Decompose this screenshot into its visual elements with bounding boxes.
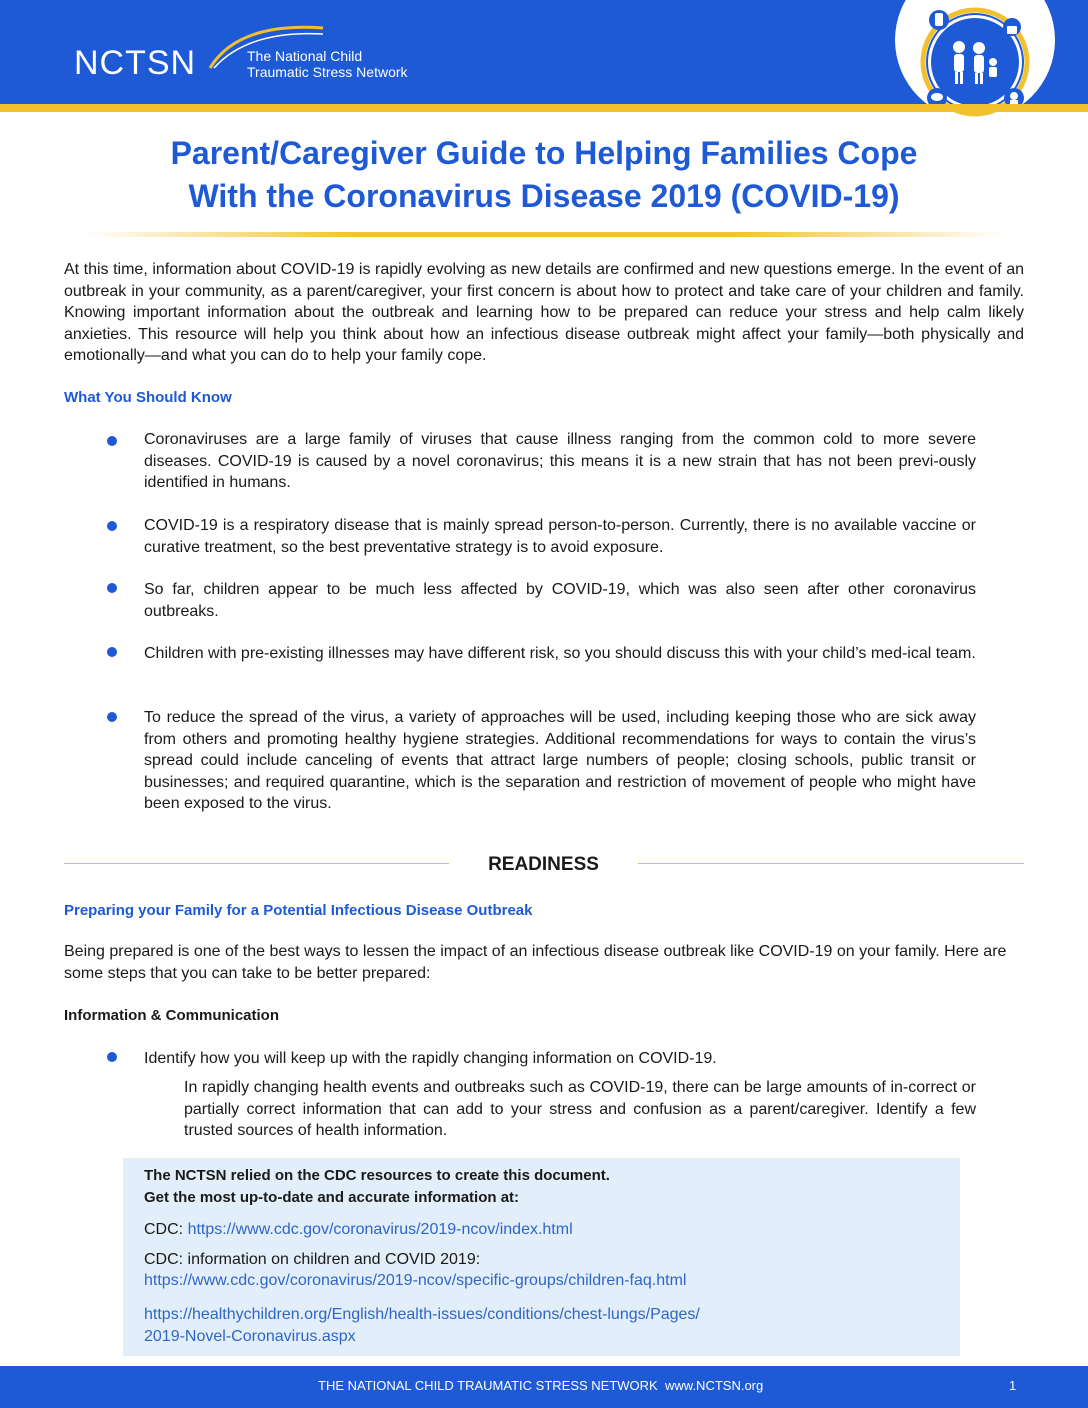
list-item: To reduce the spread of the virus, a variety of approaches will be used, including keeping those who are sick away from others and promoting healthy hygiene strategies. Additional recommendations for ways to contain the virus’s spread could include canceling of events that attract large numbers of people; closing schools, public transit or businesses; and required quarantine, which is the separation and restriction of movement of people who might have been exposed to the virus. [144, 709, 976, 812]
subheading-information-communication: Information & Communication [64, 1007, 279, 1024]
logo-subtitle-line1: The National Child [247, 48, 363, 64]
page-number: 1 [1009, 1378, 1017, 1393]
readiness-heading: READINESS [488, 854, 599, 875]
logo-subtitle-line2: Traumatic Stress Network [247, 64, 408, 80]
cdc-link[interactable]: https://www.cdc.gov/coronavirus/2019-ncov/index.html [187, 1221, 573, 1238]
infobox-line2: Get the most up-to-date and accurate information at: [144, 1189, 520, 1206]
list-item: COVID-19 is a respiratory disease that is mainly spread person-to-person. Currently, there is no available vaccine or curative treatment, so the best preventative strategy is to avoid exposure. [144, 517, 976, 556]
intro-paragraph: At this time, information about COVID-19 is rapidly evolving as new details are confirmed and new questions emerge. In the event of an outbreak in your community, as a parent/caregiver, your first concern is about how to protect and take care of your children and family. Knowing important information about the outbreak and learning how to be prepared can reduce your stress and help calm likely anxieties. This resource will help you think about how an infectious disease outbreak might affect your family—both physically and emotionally—and what you can do to help your family cope. [64, 261, 1024, 364]
footer-website-link[interactable]: www.NCTSN.org [665, 1378, 764, 1393]
cdc-children-link[interactable]: https://www.cdc.gov/coronavirus/2019-ncov/specific-groups/children-faq.html [144, 1272, 687, 1289]
header-band [0, 0, 1088, 104]
bullet-dot [107, 436, 117, 446]
header-stripe [0, 104, 1088, 112]
sub-paragraph: In rapidly changing health events and outbreaks such as COVID-19, there can be large amounts of in-correct or partially correct information that can add to your stress and confusion as a parent/caregiver. Identify a few trusted sources of health information. [184, 1079, 976, 1139]
children-info-label: CDC: information on children and COVID 2019: [144, 1251, 481, 1268]
readiness-rule-right [638, 863, 1024, 864]
nctsn-logo: NCTSN [74, 44, 197, 82]
page-title-line2: With the Coronavirus Disease 2019 (COVID-19) [188, 178, 900, 214]
page-title [64, 132, 1024, 218]
section-heading-what-you-should-know: What You Should Know [64, 389, 232, 406]
cdc-link-row [144, 1219, 573, 1241]
footer-band [0, 1366, 1088, 1408]
bullet-dot [107, 712, 117, 722]
bullet-dot [107, 583, 117, 593]
healthychildren-link-line1[interactable]: https://healthychildren.org/English/health-issues/conditions/chest-lungs/Pages/ [144, 1306, 700, 1323]
section-heading-preparing: Preparing your Family for a Potential Infectious Disease Outbreak [64, 902, 533, 919]
bullet-dot [107, 647, 117, 657]
bullet-dot [107, 1052, 117, 1062]
bullet-dot [107, 521, 117, 531]
title-divider [84, 232, 1004, 237]
readiness-rule-left [64, 863, 449, 864]
list-item: Identify how you will keep up with the rapidly changing information on COVID-19. [144, 1050, 717, 1067]
footer-org-name: THE NATIONAL CHILD TRAUMATIC STRESS NETWORK [318, 1378, 658, 1393]
list-item: Coronaviruses are a large family of viruses that cause illness ranging from the common cold to more severe diseases. COVID-19 is caused by a novel coronavirus; this means it is a new strain that has not been previ-ously identified in humans. [144, 431, 976, 491]
preparing-paragraph: Being prepared is one of the best ways to lessen the impact of an infectious disease outbreak like COVID-19 on your family. Here are some steps that you can take to be better prepared: [64, 943, 1007, 982]
infobox-line1: The NCTSN relied on the CDC resources to create this document. [144, 1167, 610, 1184]
healthychildren-link[interactable] [144, 1304, 700, 1347]
logo-subtitle [247, 48, 408, 80]
healthychildren-link-line2[interactable]: 2019-Novel-Coronavirus.aspx [144, 1327, 356, 1345]
list-item: So far, children appear to be much less affected by COVID-19, which was also seen after other coronavirus outbreaks. [144, 581, 976, 620]
cdc-label: CDC: [144, 1221, 188, 1238]
list-item: Children with pre-existing illnesses may have different risk, so you should discuss this with your child’s med-ical team. [144, 645, 976, 662]
page-title-line1: Parent/Caregiver Guide to Helping Families Cope [170, 135, 918, 171]
